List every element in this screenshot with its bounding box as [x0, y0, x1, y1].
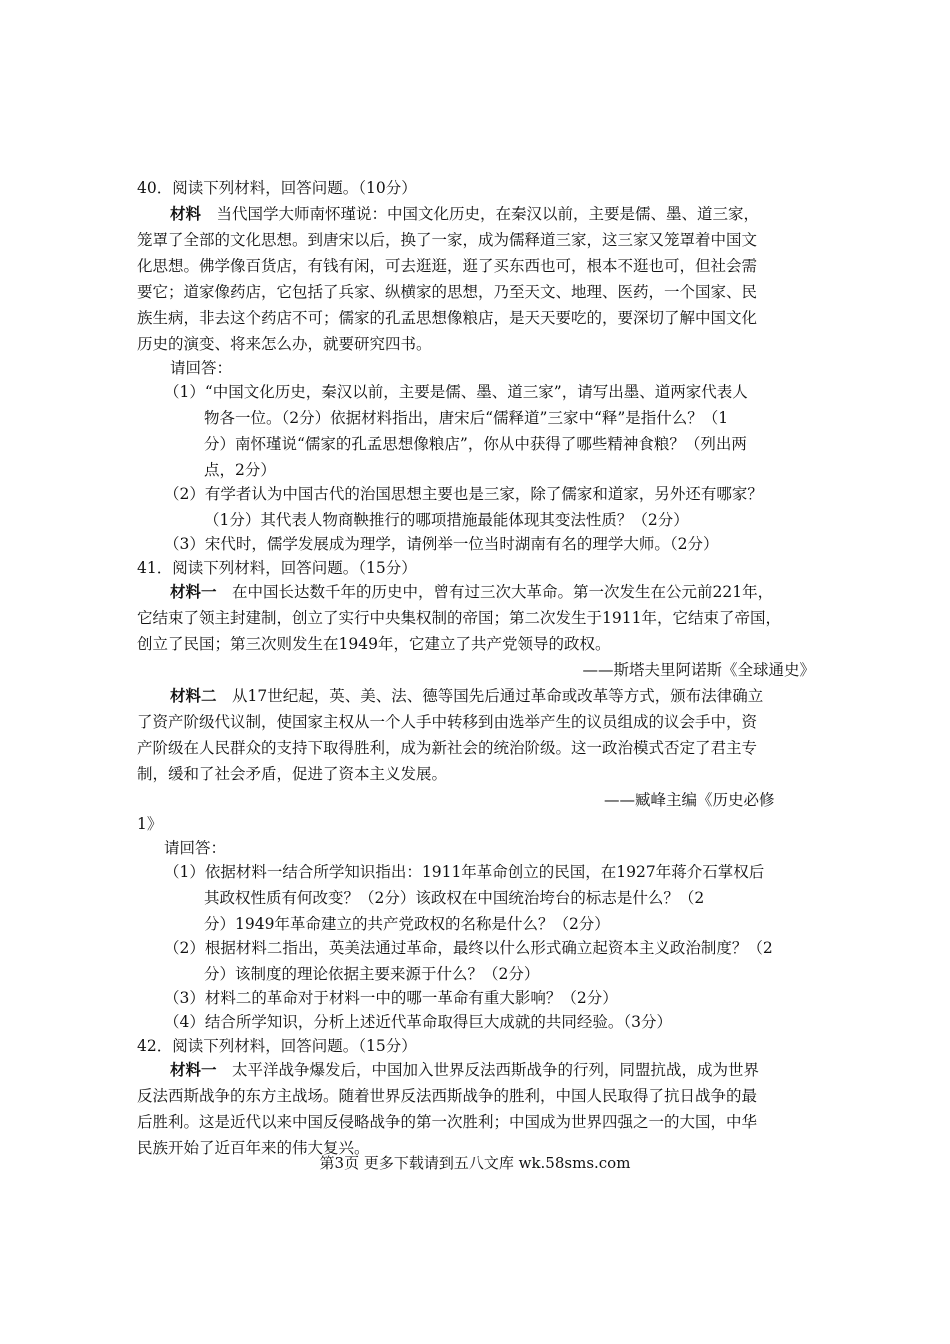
q41-material2-source: ——臧峰主编《历史必修 — [604, 791, 775, 809]
q40-material-line: 笼罩了全部的文化思想。到唐宋以后，换了一家，成为儒释道三家，这三家又笼罩着中国文 — [137, 231, 758, 249]
q40-material-line — [170, 203, 759, 225]
q41-material2-label: 材料二 — [170, 686, 217, 705]
q40-sub2-line: （1分）其代表人物商鞅推行的哪项措施最能体现其变法性质？（2分） — [204, 511, 689, 529]
q41-material1-label: 材料一 — [170, 582, 217, 601]
page-footer: 第3页 更多下载请到五八文库 wk.58sms.com — [319, 1154, 631, 1172]
q41-sub1-line: 其政权性质有何改变？（2分）该政权在中国统治垮台的标志是什么？（2 — [204, 889, 705, 907]
q40-prompt: 请回答： — [170, 359, 233, 377]
q40-sub3: （3）宋代时，儒学发展成为理学，请例举一位当时湖南有名的理学大师。（2分） — [164, 535, 719, 553]
q41-sub1-line: （1）依据材料一结合所学知识指出：1911年革命创立的民国，在1927年蒋介石掌权后 — [164, 863, 765, 881]
q41-sub2-line: 分）该制度的理论依据主要来源于什么？（2分） — [204, 965, 540, 983]
q40-sub1-line: 点，2分） — [204, 461, 276, 479]
q41-material1-line: 它结束了领主封建制，创立了实行中央集权制的帝国；第二次发生于1911年，它结束了帝国， — [137, 609, 781, 627]
q41-sub1-line: 分）1949年革命建立的共产党政权的名称是什么？（2分） — [204, 915, 610, 933]
q41-material2-source-cont: 1》 — [137, 815, 163, 833]
q42-material1-line — [170, 1059, 759, 1081]
q40-sub1-line: 分）南怀瑾说“儒家的孔孟思想像粮店”，你从中获得了哪些精神食粮？（列出两 — [204, 435, 747, 453]
q40-sub1-line: （1）“中国文化历史，秦汉以前，主要是儒、墨、道三家”，请写出墨、道两家代表人 — [164, 383, 748, 401]
q42-material1-label: 材料一 — [170, 1060, 217, 1079]
q41-sub3: （3）材料二的革命对于材料一中的哪一革命有重大影响？（2分） — [164, 989, 618, 1007]
q42-material1-text: 太平洋战争爆发后，中国加入世界反法西斯战争的行列，同盟抗战，成为世界 — [216, 1061, 760, 1079]
q40-material-text: 当代国学大师南怀瑾说：中国文化历史，在秦汉以前，主要是儒、墨、道三家， — [201, 205, 760, 223]
q40-material-line: 要它；道家像药店，它包括了兵家、纵横家的思想，乃至天文、地理、医药，一个国家、民 — [137, 283, 758, 301]
q42-material1-line: 后胜利。这是近代以来中国反侵略战争的第一次胜利；中国成为世界四强之一的大国，中华 — [137, 1113, 758, 1131]
q40-material-line: 化思想。佛学像百货店，有钱有闲，可去逛逛，逛了买东西也可，根本不逛也可，但社会需 — [137, 257, 758, 275]
q41-material2-line: 了资产阶级代议制，使国家主权从一个人手中转移到由选举产生的议员组成的议会手中，资 — [137, 713, 758, 731]
q40-sub1-line: 物各一位。（2分）依据材料指出，唐宋后“儒释道”三家中“释”是指什么？（1 — [204, 409, 729, 427]
question-41-title: 41．阅读下列材料，回答问题。（15分） — [137, 559, 417, 577]
q42-material1-line: 反法西斯战争的东方主战场。随着世界反法西斯战争的胜利，中国人民取得了抗日战争的最 — [137, 1087, 758, 1105]
q41-material1-source: ——斯塔夫里阿诺斯《全球通史》 — [582, 661, 815, 679]
q41-material2-text: 从17世纪起，英、美、法、德等国先后通过革命或改革等方式，颁布法律确立 — [216, 687, 764, 705]
q40-material-line: 历史的演变、将来怎么办，就要研究四书。 — [137, 335, 432, 353]
q41-sub4: （4）结合所学知识，分析上述近代革命取得巨大成就的共同经验。（3分） — [164, 1013, 672, 1031]
q41-material2-line: 制，缓和了社会矛盾，促进了资本主义发展。 — [137, 765, 448, 783]
q42-material1-line: 民族开始了近百年来的伟大复兴。 — [137, 1139, 370, 1157]
q41-material2-line: 产阶级在人民群众的支持下取得胜利，成为新社会的统治阶级。这一政治模式否定了君主专 — [137, 739, 758, 757]
q41-material1-line — [170, 581, 773, 603]
q40-material-label: 材料 — [170, 204, 202, 223]
question-42-title: 42．阅读下列材料，回答问题。（15分） — [137, 1037, 417, 1055]
q41-sub2-line: （2）根据材料二指出，英美法通过革命，最终以什么形式确立起资本主义政治制度？（2 — [164, 939, 773, 957]
q41-material2-line — [170, 685, 763, 707]
q41-prompt: 请回答： — [164, 839, 227, 857]
question-40-title: 40．阅读下列材料，回答问题。（10分） — [137, 179, 417, 197]
q41-material1-text: 在中国长达数千年的历史中，曾有过三次大革命。第一次发生在公元前221年， — [216, 583, 774, 601]
q40-material-line: 族生病，非去这个药店不可；儒家的孔孟思想像粮店，是天天要吃的，要深切了解中国文化 — [137, 309, 758, 327]
q41-material1-line: 创立了民国；第三次则发生在1949年，它建立了共产党领导的政权。 — [137, 635, 611, 653]
q40-sub2-line: （2）有学者认为中国古代的治国思想主要也是三家，除了儒家和道家，另外还有哪家？ — [164, 485, 763, 503]
